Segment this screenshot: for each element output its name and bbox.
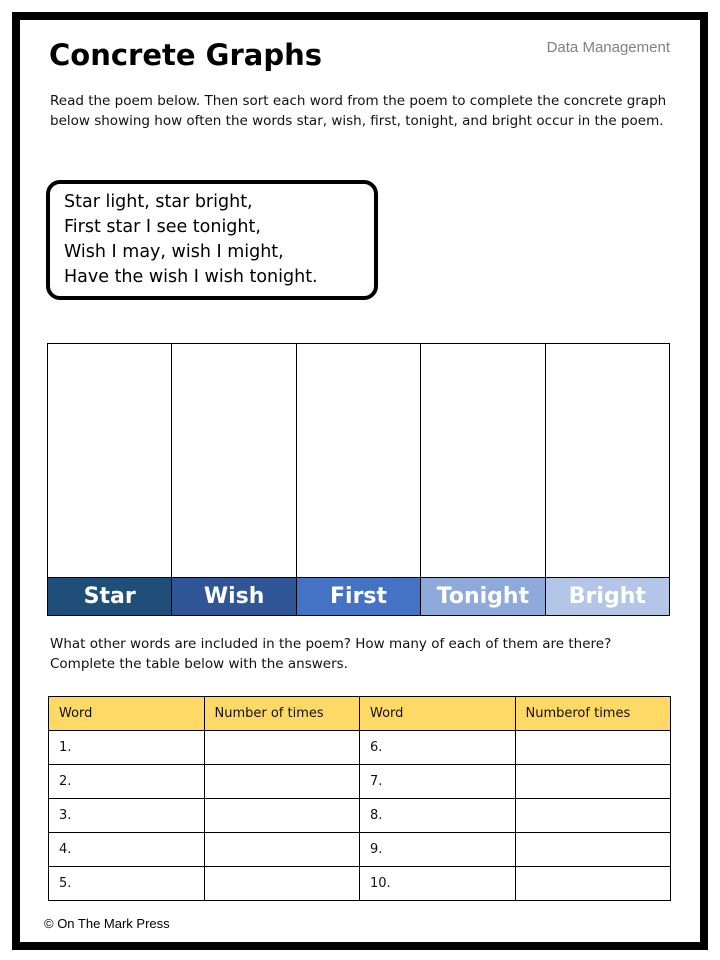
count-cell[interactable]: [515, 867, 671, 901]
graph-label: First: [297, 577, 420, 615]
header-cell: Word: [49, 697, 205, 731]
graph-column-star: [48, 344, 172, 615]
row-number[interactable]: 2.: [49, 765, 205, 799]
page-title: Concrete Graphs: [49, 38, 322, 72]
question-text: What other words are included in the poem? How many of each of them are there? Complete the table below with the answers.: [50, 636, 612, 672]
count-cell[interactable]: [515, 765, 671, 799]
poem-box: [46, 180, 378, 300]
table-row: [49, 765, 671, 799]
graph-area[interactable]: [546, 344, 669, 577]
count-cell[interactable]: [204, 867, 360, 901]
row-number[interactable]: 1.: [49, 731, 205, 765]
table-row: [49, 867, 671, 901]
row-number[interactable]: 8.: [360, 799, 516, 833]
graph-column-tonight: [421, 344, 545, 615]
graph-area[interactable]: [172, 344, 295, 577]
count-cell[interactable]: [204, 765, 360, 799]
poem-line: Star light, star bright,: [64, 192, 253, 212]
count-cell[interactable]: [515, 731, 671, 765]
instructions: Read the poem below. Then sort each word from the poem to complete the concrete graph below showing how often the words star, wish, first, tonight, and bright occur in the poem.: [50, 93, 667, 129]
count-cell[interactable]: [204, 799, 360, 833]
row-number[interactable]: 7.: [360, 765, 516, 799]
concrete-graph: [47, 343, 670, 616]
graph-label: Wish: [172, 577, 295, 615]
poem-line: Have the wish I wish tonight.: [64, 267, 318, 287]
graph-area[interactable]: [421, 344, 544, 577]
graph-label: Bright: [546, 577, 669, 615]
count-cell[interactable]: [515, 799, 671, 833]
copyright: © On The Mark Press: [44, 916, 170, 931]
header-cell: Numberof times: [515, 697, 671, 731]
row-number[interactable]: 9.: [360, 833, 516, 867]
graph-column-bright: [546, 344, 669, 615]
count-cell[interactable]: [515, 833, 671, 867]
count-cell[interactable]: [204, 833, 360, 867]
table-header: [49, 697, 671, 731]
graph-label: Tonight: [421, 577, 544, 615]
graph-label: Star: [48, 577, 171, 615]
graph-area[interactable]: [297, 344, 420, 577]
table-row: [49, 833, 671, 867]
graph-column-wish: [172, 344, 296, 615]
row-number[interactable]: 10.: [360, 867, 516, 901]
row-number[interactable]: 4.: [49, 833, 205, 867]
poem-line: Wish I may, wish I might,: [64, 242, 284, 262]
count-cell[interactable]: [204, 731, 360, 765]
row-number[interactable]: 5.: [49, 867, 205, 901]
graph-area[interactable]: [48, 344, 171, 577]
header-cell: Word: [360, 697, 516, 731]
table-row: [49, 799, 671, 833]
row-number[interactable]: 6.: [360, 731, 516, 765]
answer-table: [48, 696, 671, 901]
subject-label: Data Management: [546, 39, 670, 56]
table-row: [49, 731, 671, 765]
graph-column-first: [297, 344, 421, 615]
header-cell: Number of times: [204, 697, 360, 731]
row-number[interactable]: 3.: [49, 799, 205, 833]
poem-line: First star I see tonight,: [64, 217, 261, 237]
